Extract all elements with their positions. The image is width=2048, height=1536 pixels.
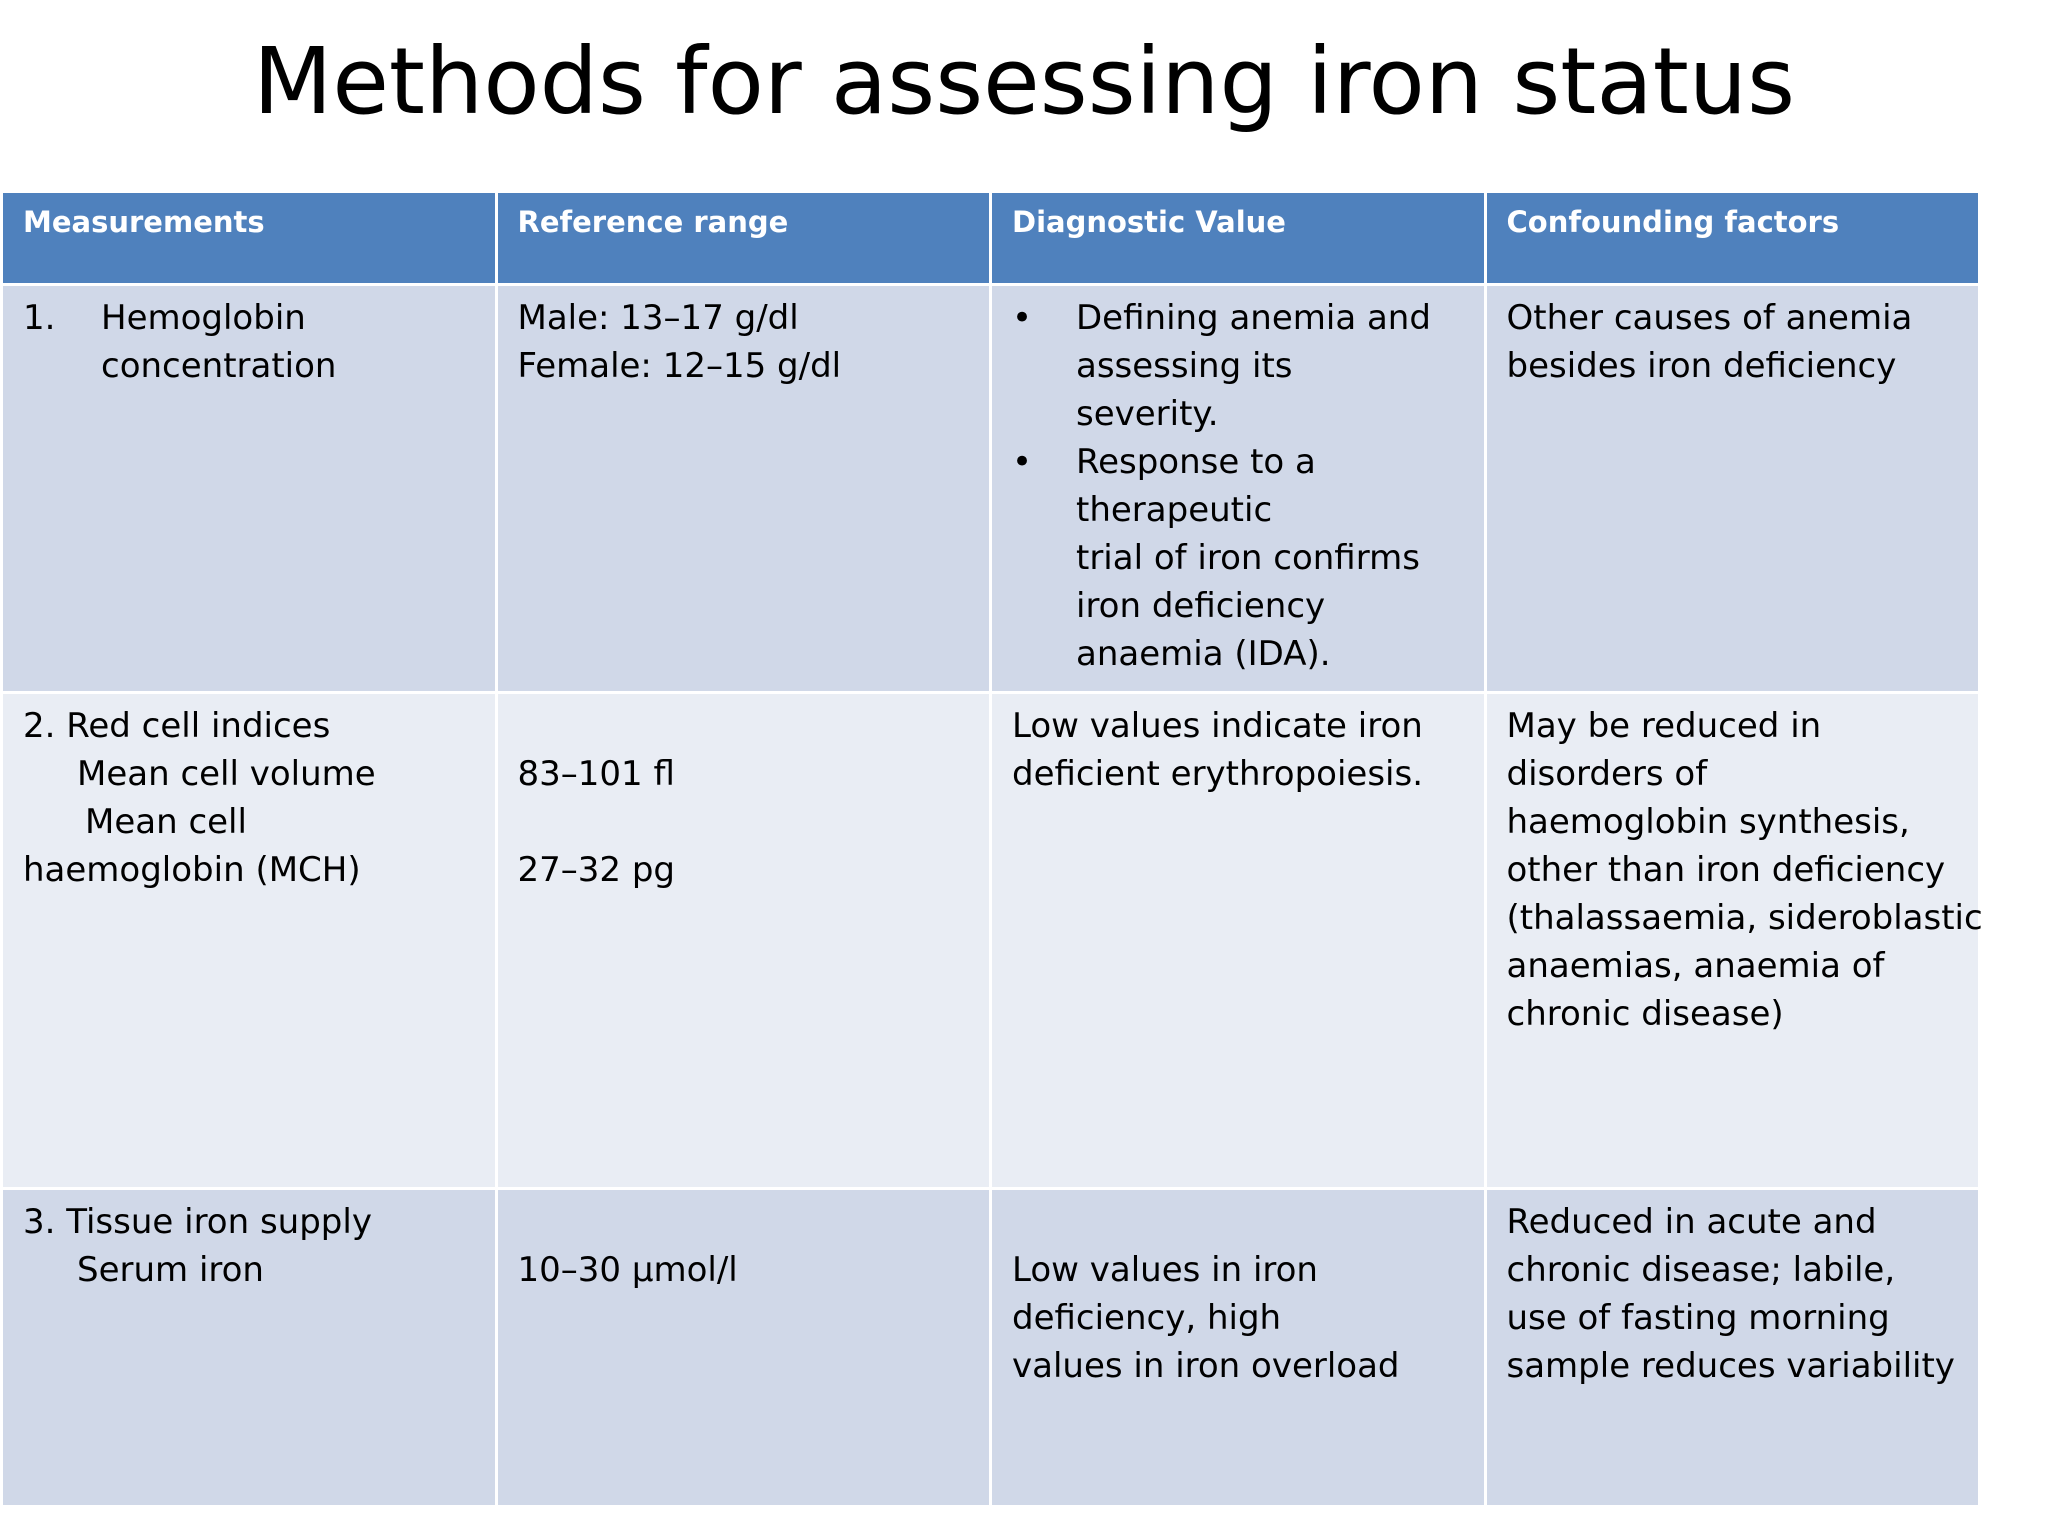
cell-diagnostic [991,693,1486,1189]
item-number: 1. [23,298,56,338]
diagnostic-line: deficiency, high [1012,1298,1282,1338]
cell-measurement [2,1189,497,1507]
reference-line: Female: 12–15 g/dl [517,346,842,386]
table-row [2,693,1980,1189]
slide-title: Methods for assessing iron status [252,28,1796,135]
header-confounding-factors: Confounding factors [1485,192,1980,285]
measurement-sub: haemoglobin (MCH) [23,850,361,890]
confounding-line: Other causes of anemia [1506,298,1913,338]
confounding-line: chronic disease) [1506,994,1784,1034]
confounding-line: sample reduces variability [1506,1346,1955,1386]
confounding-line: other than iron deficiency [1506,850,1946,890]
bullet-item [1012,438,1464,678]
measurement-sub: Mean cell [85,802,247,842]
bullet-line: anaemia (IDA). [1076,634,1331,674]
line-spacer [518,798,970,846]
confounding-line: use of fasting morning [1506,1298,1890,1338]
table-row [2,1189,1980,1507]
item-text [101,294,336,390]
cell-reference [496,1189,991,1507]
confounding-line: May be reduced in [1506,706,1822,746]
bullet-icon: • [1012,442,1033,482]
table-header-row [2,192,1980,285]
confounding-line: disorders of [1506,754,1708,794]
measurement-line: Hemoglobin [101,298,306,338]
bullet-text [1076,438,1464,678]
cell-diagnostic [991,285,1486,693]
numbered-item [23,294,475,390]
reference-line: 10–30 µmol/l [517,1250,738,1290]
confounding-line: besides iron deficiency [1506,346,1897,386]
bullet-line: Response to a [1076,442,1316,482]
diagnostic-line: Low values indicate iron [1012,706,1423,746]
diagnostic-line: values in iron overload [1012,1346,1400,1386]
table-row [2,285,1980,693]
cell-confounding [1485,285,1980,693]
cell-diagnostic [991,1189,1486,1507]
line-spacer [1012,1198,1464,1246]
confounding-line: (thalassaemia, sideroblastic [1506,898,1983,938]
measurement-line: concentration [101,346,337,386]
header-diagnostic-value: Diagnostic Value [991,192,1486,285]
measurement-sub: Serum iron [77,1250,264,1290]
bullet-line: trial of iron confirms [1076,538,1420,578]
reference-line: Male: 13–17 g/dl [517,298,799,338]
confounding-line: haemoglobin synthesis, [1506,802,1910,842]
cell-reference [496,285,991,693]
diagnostic-line: Low values in iron [1012,1250,1318,1290]
bullet-line: severity. [1076,394,1219,434]
confounding-line: anaemias, anaemia of [1506,946,1885,986]
cell-measurement [2,285,497,693]
cell-reference [496,693,991,1189]
bullet-line: Defining anemia and [1076,298,1431,338]
bullet-item [1012,294,1464,438]
header-measurements: Measurements [2,192,497,285]
diagnostic-line: deficient erythropoiesis. [1012,754,1424,794]
measurement-heading: 3. Tissue iron supply [23,1202,372,1242]
confounding-line: Reduced in acute and [1506,1202,1877,1242]
reference-line: 27–32 pg [517,850,675,890]
measurement-sub: Mean cell volume [77,754,376,794]
bullet-line: therapeutic [1076,490,1273,530]
bullet-text [1076,294,1464,438]
reference-line: 83–101 fl [517,754,675,794]
measurement-heading: 2. Red cell indices [23,706,331,746]
cell-confounding [1485,1189,1980,1507]
bullet-line: iron deficiency [1076,586,1326,626]
confounding-line: chronic disease; labile, [1506,1250,1896,1290]
bullet-list [1012,294,1464,678]
bullet-line: assessing its [1076,346,1293,386]
bullet-icon: • [1012,298,1033,338]
iron-status-table [0,190,1981,1508]
line-spacer [518,1198,970,1246]
cell-measurement [2,693,497,1189]
cell-confounding [1485,693,1983,1189]
header-reference-range: Reference range [496,192,991,285]
line-spacer [518,702,970,750]
